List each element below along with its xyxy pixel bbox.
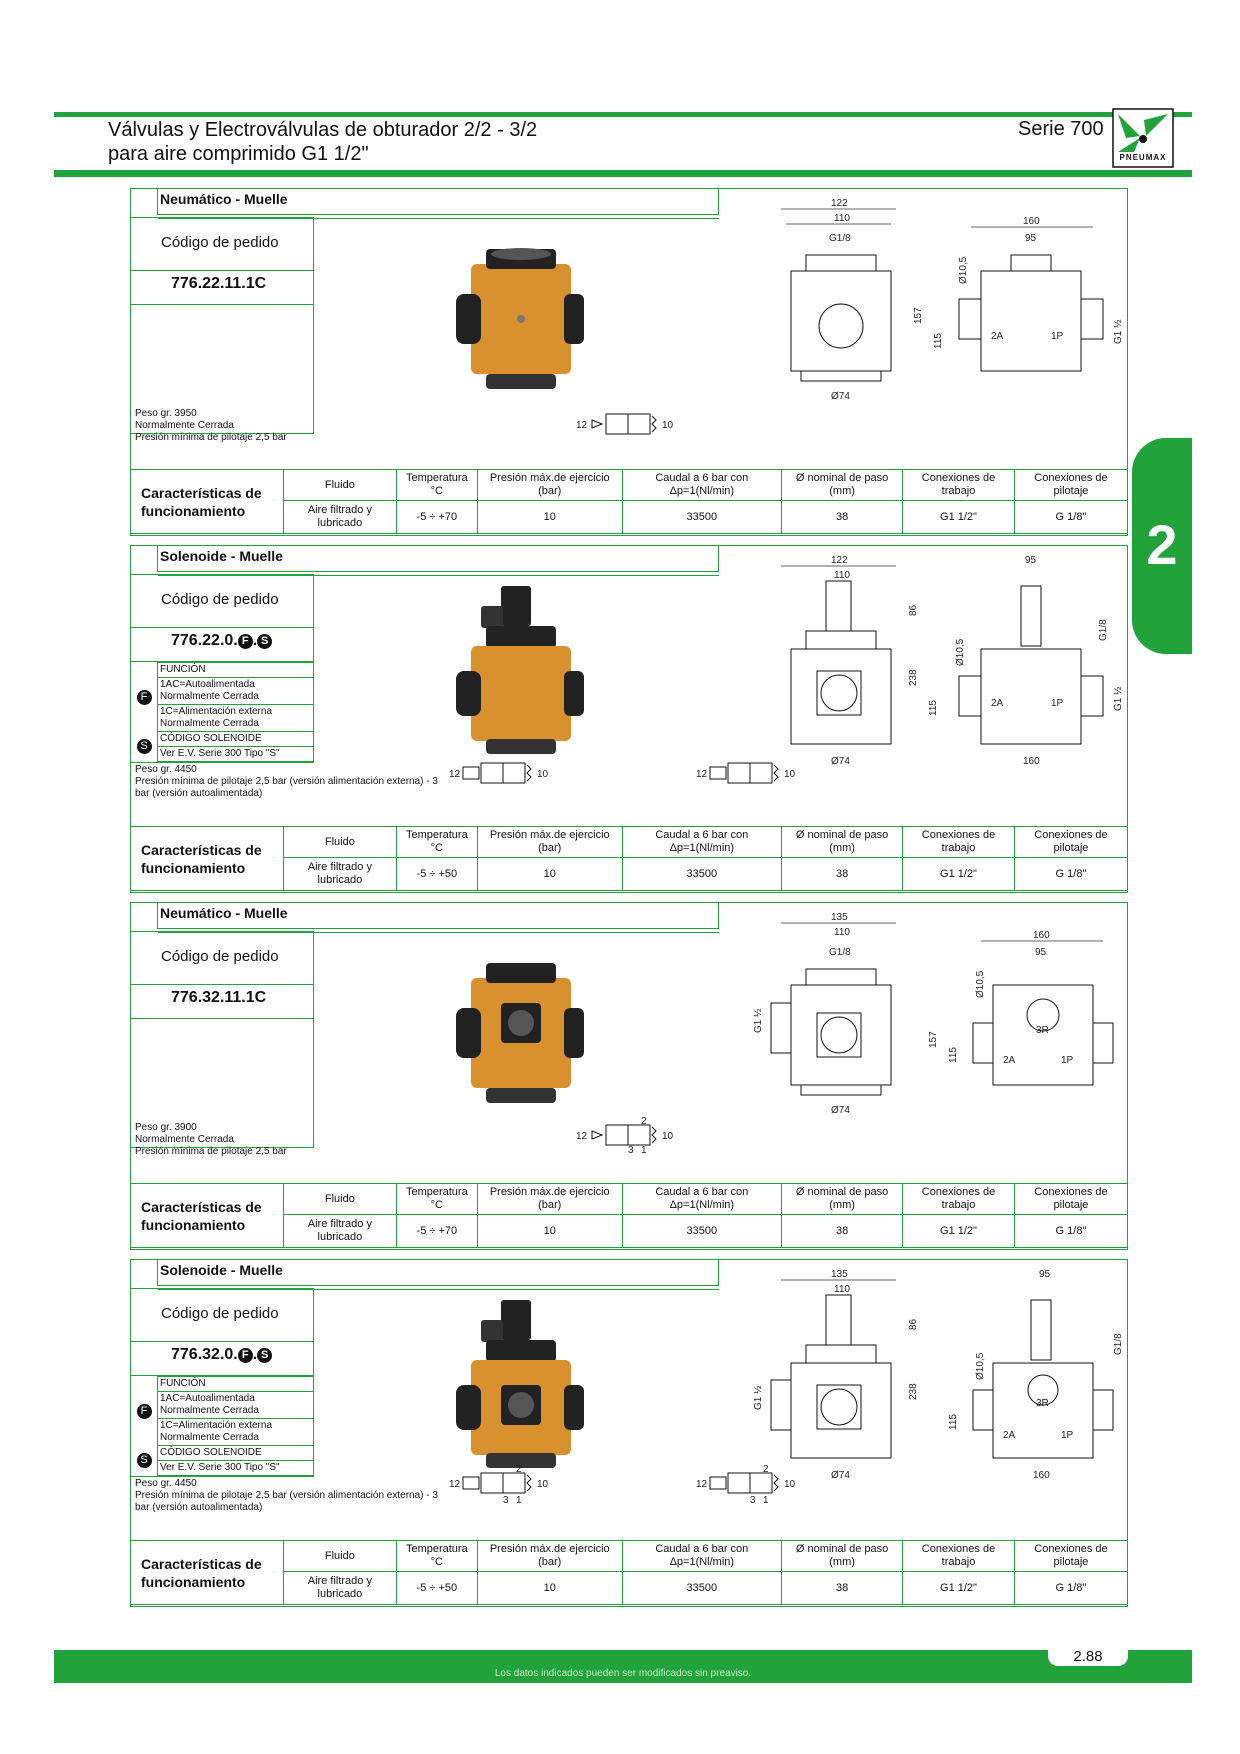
section-notes: [135, 1122, 287, 1158]
series-label: Serie 700: [1018, 118, 1104, 140]
dimension-drawing: [731, 546, 1127, 776]
valve-photo: [446, 1300, 596, 1475]
schema-out: 2: [641, 1116, 647, 1127]
features-label: Características de funcionamiento: [131, 1541, 284, 1605]
option-s: [131, 1446, 158, 1476]
dim-top: 86: [908, 1318, 919, 1330]
dimension-drawing: [731, 903, 1127, 1123]
order-code-prefix: 776.22.0.: [171, 632, 238, 649]
schema-pilot: 12: [449, 1479, 461, 1490]
function-option-2: 1C=Alimentación externa Normalmente Cerrada: [158, 705, 314, 732]
f-circle: F: [137, 1404, 152, 1419]
spec-temp: -5 ÷ +70: [396, 1215, 477, 1248]
dim-h2: 115: [948, 1414, 959, 1430]
options-table: [131, 1376, 314, 1476]
spec-table: [131, 1183, 1127, 1248]
schema-out: 2: [763, 1464, 769, 1475]
spec-h-pressure: Presión máx.de ejercicio (bar): [477, 470, 622, 501]
product-section-2: [130, 545, 1128, 893]
spec-flow: 33500: [622, 501, 782, 534]
valve-symbol-external: [449, 1463, 559, 1503]
dim-w4: 95: [1039, 1269, 1051, 1280]
spec-fluid: Aire filtrado y lubricado: [284, 1572, 397, 1605]
spec-work: G1 1/2": [903, 501, 1015, 534]
dim-w1: 135: [831, 912, 848, 923]
function-option-1: 1AC=Autoalimentada Normalmente Cerrada: [158, 678, 314, 705]
dim-g: G1 ½: [1113, 319, 1124, 344]
dim-port: G1/8: [1098, 619, 1109, 641]
solenoid-value: Ver E.V. Serie 300 Tipo "S": [158, 747, 314, 762]
s-circle: S: [137, 1453, 152, 1468]
dim-top: 86: [908, 604, 919, 616]
note-pressure: Presión mínima de pilotaje 2,5 bar (versión alimentación externa) - 3 bar (versión autoalimentada): [135, 776, 438, 799]
order-label: Código de pedido: [131, 932, 313, 985]
spec-flow: 33500: [622, 858, 782, 891]
dim-d: Ø74: [831, 756, 850, 767]
dim-d: Ø74: [831, 1470, 850, 1481]
dim-w1: 122: [831, 555, 848, 566]
dim-w3: 160: [1033, 930, 1050, 941]
spec-fluid: Aire filtrado y lubricado: [284, 858, 397, 891]
spec-pressure: 10: [477, 858, 622, 891]
schema-pilot: 12: [576, 420, 588, 431]
valve-symbol-external: [449, 759, 559, 787]
spec-flow: 33500: [622, 1572, 782, 1605]
schema-in: 1: [516, 1495, 522, 1503]
chapter-number: 2: [1146, 513, 1178, 576]
function-label: FUNCIÓN: [158, 663, 314, 678]
option-s: [131, 732, 158, 762]
dim-a: 2A: [991, 331, 1004, 342]
spec-h-temp: Temperatura °C: [396, 470, 477, 501]
note-weight: Peso gr. 3900: [135, 1122, 197, 1133]
dim-h2: 115: [928, 700, 939, 716]
order-code-dot: .: [252, 632, 258, 649]
header-rule-top: [54, 112, 1192, 117]
solenoid-label: CÓDIGO SOLENOIDE: [158, 732, 314, 747]
dim-d: Ø74: [831, 1105, 850, 1116]
order-code-dot: .: [252, 1346, 258, 1363]
spec-pressure: 10: [477, 1215, 622, 1248]
order-label: Código de pedido: [131, 1289, 313, 1342]
dim-w2: 110: [834, 1284, 850, 1295]
spec-h-flow: Caudal a 6 bar con Δp=1(Nl/min): [622, 1541, 782, 1572]
s-circle: S: [137, 739, 152, 754]
f-circle: F: [137, 690, 152, 705]
dim-w4: 95: [1025, 555, 1037, 566]
spec-h-fluid: Fluido: [284, 1541, 397, 1572]
function-option-2: 1C=Alimentación externa Normalmente Cerrada: [158, 1419, 314, 1446]
dim-h2: 115: [948, 1047, 959, 1063]
section-title: Neumático - Muelle: [157, 189, 719, 215]
spec-pilot: G 1/8": [1014, 858, 1127, 891]
dimension-drawing: [731, 189, 1127, 409]
f-badge: F: [238, 1348, 253, 1363]
spec-h-fluid: Fluido: [284, 1184, 397, 1215]
spec-h-fluid: Fluido: [284, 827, 397, 858]
schema-pilot: 12: [696, 1479, 708, 1490]
schema-pilot: 12: [696, 769, 708, 780]
function-option-1: 1AC=Autoalimentada Normalmente Cerrada: [158, 1392, 314, 1419]
order-code-prefix: 776.32.0.: [171, 1346, 238, 1363]
s-badge: S: [257, 634, 272, 649]
valve-symbol: [576, 1115, 686, 1153]
spec-temp: -5 ÷ +70: [396, 501, 477, 534]
spec-h-diameter: Ø nominal de paso (mm): [782, 1184, 903, 1215]
logo-text: PNEUMAX: [1119, 153, 1167, 162]
dim-p: 1P: [1061, 1055, 1074, 1066]
order-box: [131, 574, 314, 763]
dim-d: Ø74: [831, 391, 850, 402]
schema-pilot: 12: [576, 1131, 588, 1142]
dim-hole: Ø10,5: [958, 256, 969, 284]
note-pressure: Presión mínima de pilotaje 2,5 bar: [135, 432, 287, 443]
dim-g: G1 ½: [1113, 686, 1124, 711]
spec-diameter: 38: [782, 501, 903, 534]
dim-h1: 238: [908, 1383, 919, 1400]
valve-symbol-self: [696, 1463, 806, 1503]
section-title: Neumático - Muelle: [157, 903, 719, 929]
s-badge: S: [257, 1348, 272, 1363]
dim-g: G1 ½: [753, 1385, 764, 1410]
spec-pressure: 10: [477, 1572, 622, 1605]
schema-in: 1: [763, 1495, 769, 1503]
spec-diameter: 38: [782, 1572, 903, 1605]
dim-w2: 110: [834, 213, 850, 224]
spec-h-work: Conexiones de trabajo: [903, 1184, 1015, 1215]
spec-work: G1 1/2": [903, 858, 1015, 891]
schema-spring: 10: [537, 769, 549, 780]
dim-g: G1 ½: [753, 1008, 764, 1033]
valve-symbol: [576, 410, 686, 436]
dim-hole: Ø10,5: [975, 1352, 986, 1380]
valve-symbol-self: [696, 759, 806, 787]
dim-p: 1P: [1051, 698, 1064, 709]
spec-diameter: 38: [782, 858, 903, 891]
spec-h-diameter: Ø nominal de paso (mm): [782, 470, 903, 501]
dim-w3: 160: [1023, 756, 1040, 767]
note-pressure: Presión mínima de pilotaje 2,5 bar (versión alimentación externa) - 3 bar (versión autoalimentada): [135, 1490, 438, 1513]
dim-w3: 160: [1023, 216, 1040, 227]
product-section-1: [130, 188, 1128, 536]
features-label: Características de funcionamiento: [131, 470, 284, 534]
spec-h-pilot: Conexiones de pilotaje: [1014, 827, 1127, 858]
section-notes: [135, 408, 287, 444]
title-line-2: para aire comprimido G1 1/2": [108, 143, 369, 165]
dim-hole: Ø10,5: [975, 970, 986, 998]
spec-h-work: Conexiones de trabajo: [903, 827, 1015, 858]
dim-a: 2A: [991, 698, 1004, 709]
dim-w2: 110: [834, 570, 850, 581]
spec-pilot: G 1/8": [1014, 1572, 1127, 1605]
dim-port: G1/8: [1113, 1333, 1124, 1355]
spec-table: [131, 1540, 1127, 1605]
order-label: Código de pedido: [131, 218, 313, 271]
schema-exhaust: 3: [503, 1495, 509, 1503]
spec-h-temp: Temperatura °C: [396, 1184, 477, 1215]
dim-r: 3R: [1036, 1025, 1049, 1036]
spec-h-diameter: Ø nominal de paso (mm): [782, 1541, 903, 1572]
dim-p: 1P: [1061, 1430, 1074, 1441]
spec-h-flow: Caudal a 6 bar con Δp=1(Nl/min): [622, 470, 782, 501]
note-pressure: Presión mínima de pilotaje 2,5 bar: [135, 1146, 287, 1157]
order-code: 776.32.11.1C: [131, 985, 313, 1019]
spec-fluid: Aire filtrado y lubricado: [284, 1215, 397, 1248]
schema-in: 1: [641, 1145, 647, 1153]
schema-out: 2: [516, 1464, 522, 1475]
spec-h-fluid: Fluido: [284, 470, 397, 501]
order-code: [131, 1342, 313, 1376]
option-f: [131, 1377, 158, 1446]
features-label: Características de funcionamiento: [131, 1184, 284, 1248]
dim-w1: 135: [831, 1269, 848, 1280]
product-section-4: [130, 1259, 1128, 1607]
solenoid-label: CÓDIGO SOLENOIDE: [158, 1446, 314, 1461]
dim-port: G1/8: [829, 233, 851, 244]
dim-h1: 157: [928, 1031, 939, 1048]
options-table: [131, 662, 314, 762]
product-section-3: [130, 902, 1128, 1250]
features-label: Características de funcionamiento: [131, 827, 284, 891]
spec-h-pilot: Conexiones de pilotaje: [1014, 470, 1127, 501]
order-code: 776.22.11.1C: [131, 271, 313, 305]
schema-pilot: 12: [449, 769, 461, 780]
order-label: Código de pedido: [131, 575, 313, 628]
dim-w4: 95: [1035, 947, 1047, 958]
order-code: [131, 628, 313, 662]
dim-a: 2A: [1003, 1055, 1016, 1066]
dim-p: 1P: [1051, 331, 1064, 342]
valve-photo: [446, 586, 596, 761]
note-weight: Peso gr. 3950: [135, 408, 197, 419]
order-box: [131, 931, 314, 1148]
spec-pilot: G 1/8": [1014, 1215, 1127, 1248]
spec-flow: 33500: [622, 1215, 782, 1248]
spec-temp: -5 ÷ +50: [396, 1572, 477, 1605]
spec-h-diameter: Ø nominal de paso (mm): [782, 827, 903, 858]
spec-work: G1 1/2": [903, 1215, 1015, 1248]
spec-diameter: 38: [782, 1215, 903, 1248]
spec-fluid: Aire filtrado y lubricado: [284, 501, 397, 534]
page-title: [108, 118, 537, 166]
dim-w1: 122: [831, 198, 848, 209]
dim-w4: 95: [1025, 233, 1037, 244]
dim-r: 3R: [1036, 1398, 1049, 1409]
spec-h-flow: Caudal a 6 bar con Δp=1(Nl/min): [622, 827, 782, 858]
order-box: [131, 1288, 314, 1477]
dimension-drawing: [731, 1260, 1127, 1490]
f-badge: F: [238, 634, 253, 649]
note-type: Normalmente Cerrada: [135, 420, 234, 431]
solenoid-value: Ver E.V. Serie 300 Tipo "S": [158, 1461, 314, 1476]
spec-table: [131, 826, 1127, 891]
schema-spring: 10: [662, 420, 674, 431]
schema-spring: 10: [537, 1479, 549, 1490]
valve-photo: [446, 958, 596, 1118]
option-f: [131, 663, 158, 732]
section-title: Solenoide - Muelle: [157, 546, 719, 572]
spec-h-flow: Caudal a 6 bar con Δp=1(Nl/min): [622, 1184, 782, 1215]
spec-table: [131, 469, 1127, 534]
dim-hole: Ø10,5: [955, 638, 966, 666]
spec-work: G1 1/2": [903, 1572, 1015, 1605]
spec-h-temp: Temperatura °C: [396, 1541, 477, 1572]
spec-temp: -5 ÷ +50: [396, 858, 477, 891]
note-type: Normalmente Cerrada: [135, 1134, 234, 1145]
dim-a: 2A: [1003, 1430, 1016, 1441]
footer-disclaimer: Los datos indicados pueden ser modificados sin preaviso.: [494, 1668, 752, 1679]
title-line-1: Válvulas y Electroválvulas de obturador 2/2 - 3/2: [108, 119, 538, 141]
dim-h1: 238: [908, 669, 919, 686]
schema-spring: 10: [784, 1479, 796, 1490]
spec-pressure: 10: [477, 501, 622, 534]
section-notes: [135, 1478, 445, 1514]
spec-h-pilot: Conexiones de pilotaje: [1014, 1184, 1127, 1215]
note-weight: Peso gr. 4450: [135, 764, 197, 775]
spec-pilot: G 1/8": [1014, 501, 1127, 534]
header-rule-bottom: [54, 170, 1192, 177]
order-box: [131, 217, 314, 434]
schema-spring: 10: [662, 1131, 674, 1142]
page-number: 2.88: [1073, 1648, 1103, 1665]
spec-h-work: Conexiones de trabajo: [903, 470, 1015, 501]
dim-h1: 157: [913, 307, 924, 324]
dim-h2: 115: [933, 333, 944, 349]
spec-h-temp: Temperatura °C: [396, 827, 477, 858]
schema-spring: 10: [784, 769, 796, 780]
spec-h-work: Conexiones de trabajo: [903, 1541, 1015, 1572]
dim-w2: 110: [834, 927, 850, 938]
spec-h-pressure: Presión máx.de ejercicio (bar): [477, 827, 622, 858]
spec-h-pressure: Presión máx.de ejercicio (bar): [477, 1184, 622, 1215]
spec-h-pressure: Presión máx.de ejercicio (bar): [477, 1541, 622, 1572]
section-title: Solenoide - Muelle: [157, 1260, 719, 1286]
note-weight: Peso gr. 4450: [135, 1478, 197, 1489]
dim-w3: 160: [1033, 1470, 1050, 1481]
spec-h-pilot: Conexiones de pilotaje: [1014, 1541, 1127, 1572]
function-label: FUNCIÓN: [158, 1377, 314, 1392]
dim-port: G1/8: [829, 947, 851, 958]
schema-exhaust: 3: [750, 1495, 756, 1503]
section-notes: [135, 764, 445, 800]
valve-photo: [446, 244, 596, 404]
schema-exhaust: 3: [628, 1145, 634, 1153]
